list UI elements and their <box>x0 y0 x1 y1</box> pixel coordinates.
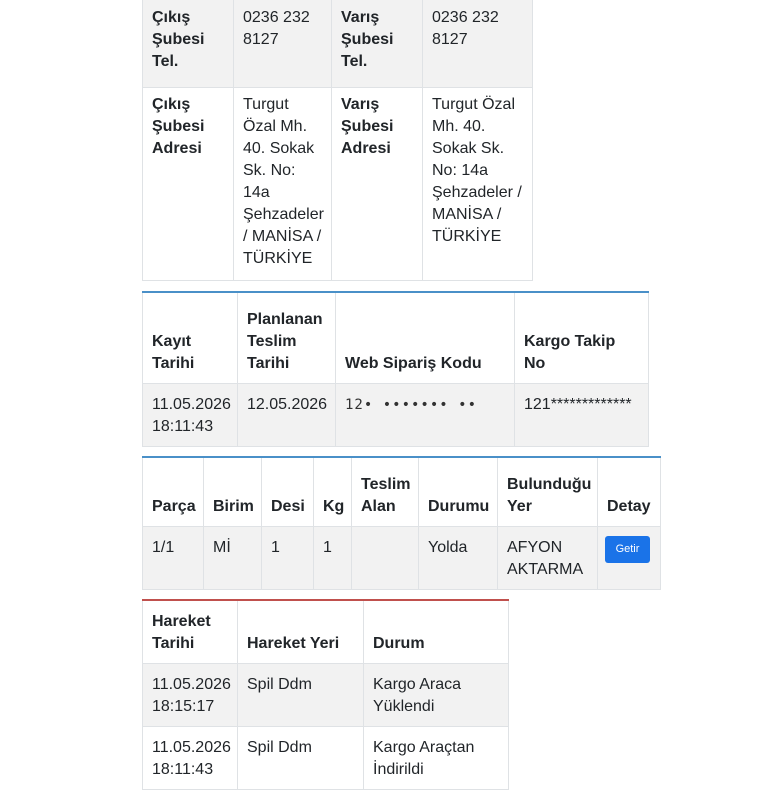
arrival-phone-label: Varış Şubesi Tel. <box>332 0 423 88</box>
header-hareket-yeri: Hareket Yeri <box>238 600 364 663</box>
hareket-yeri-value: Spil Ddm <box>238 663 364 726</box>
getir-button[interactable]: Getir <box>605 536 650 563</box>
web-siparis-kodu-value: 12• ••••••• •• <box>336 383 515 446</box>
header-kayit-tarihi: Kayıt Tarihi <box>143 292 238 383</box>
arrival-phone-value: 0236 232 8127 <box>423 0 533 88</box>
teslim-alan-value <box>352 526 419 589</box>
departure-address-value: Turgut Özal Mh. 40. Sokak Sk. No: 14a Şehzadeler / MANİSA / TÜRKİYE <box>234 88 332 281</box>
bulundugu-yer-value: AFYON AKTARMA <box>498 526 598 589</box>
parts-header-row <box>143 457 661 526</box>
teslim-tarihi-value: 12.05.2026 <box>238 383 336 446</box>
departure-phone-label: Çıkış Şubesi Tel. <box>143 0 234 88</box>
kayit-tarihi-value: 11.05.2026 18:11:43 <box>143 383 238 446</box>
arrival-address-label: Varış Şubesi Adresi <box>332 88 423 281</box>
header-planlanan-teslim-tarihi: Planlanan Teslim Tarihi <box>238 292 336 383</box>
header-parca: Parça <box>143 457 204 526</box>
header-detay: Detay <box>598 457 661 526</box>
movements-header-row <box>143 600 509 663</box>
birim-value: Mİ <box>204 526 262 589</box>
parts-table <box>142 456 661 590</box>
header-desi: Desi <box>262 457 314 526</box>
hareket-yeri-value: Spil Ddm <box>238 726 364 789</box>
header-teslim-alan: Teslim Alan <box>352 457 419 526</box>
movement-row <box>143 663 509 726</box>
shipment-header-row <box>143 292 649 383</box>
arrival-address-value: Turgut Özal Mh. 40. Sokak Sk. No: 14a Şehzadeler / MANİSA / TÜRKİYE <box>423 88 533 281</box>
header-kg: Kg <box>314 457 352 526</box>
durumu-value: Yolda <box>419 526 498 589</box>
detay-cell <box>598 526 661 589</box>
shipment-table <box>142 291 649 447</box>
movements-table <box>142 599 509 790</box>
kargo-takip-no-value: 121************* <box>515 383 649 446</box>
header-hareket-tarihi: Hareket Tarihi <box>143 600 238 663</box>
movement-row <box>143 726 509 789</box>
hareket-tarihi-value: 11.05.2026 18:11:43 <box>143 726 238 789</box>
header-durum: Durum <box>364 600 509 663</box>
branch-address-row <box>143 88 533 281</box>
shipment-row <box>143 383 649 446</box>
header-kargo-takip-no: Kargo Takip No <box>515 292 649 383</box>
header-bulundugu-yer: Bulunduğu Yer <box>498 457 598 526</box>
departure-phone-value: 0236 232 8127 <box>234 0 332 88</box>
branch-info-table <box>142 0 533 281</box>
hareket-tarihi-value: 11.05.2026 18:15:17 <box>143 663 238 726</box>
header-web-siparis-kodu: Web Sipariş Kodu <box>336 292 515 383</box>
header-birim: Birim <box>204 457 262 526</box>
durum-value: Kargo Araca Yüklendi <box>364 663 509 726</box>
header-durumu: Durumu <box>419 457 498 526</box>
desi-value: 1 <box>262 526 314 589</box>
branch-phone-row <box>143 0 533 88</box>
durum-value: Kargo Araçtan İndirildi <box>364 726 509 789</box>
parts-row <box>143 526 661 589</box>
departure-address-label: Çıkış Şubesi Adresi <box>143 88 234 281</box>
parca-value: 1/1 <box>143 526 204 589</box>
kg-value: 1 <box>314 526 352 589</box>
